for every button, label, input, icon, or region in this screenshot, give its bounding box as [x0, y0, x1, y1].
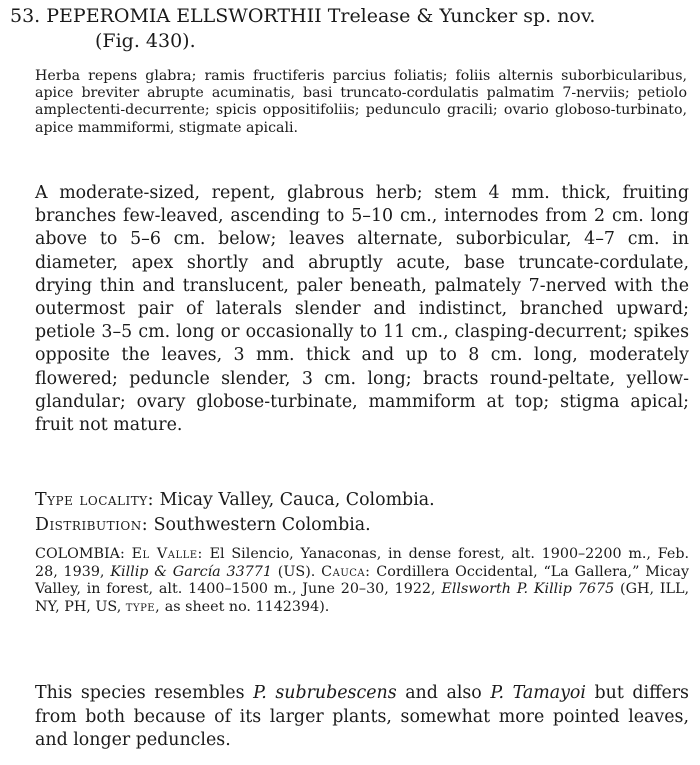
specimen-collector-2: Ellsworth P. Killip 7675: [441, 581, 615, 597]
locality-block: [35, 488, 689, 538]
species-name: ELLSWORTHII: [176, 5, 322, 27]
species-heading: [10, 4, 690, 54]
type-locality-value: Micay Valley, Cauca, Colombia.: [159, 490, 435, 510]
type-locality-line: [35, 488, 689, 513]
specimen-text-1: El Silencio, Yanaconas, in dense forest, alt. 1900–2200 m., Feb. 28, 1939,: [35, 546, 690, 580]
specimen-herbarium-2-end: as sheet no. 1142394).: [164, 598, 330, 615]
comparison-note: [35, 682, 689, 753]
distribution-value: Southwestern Colombia.: [153, 515, 371, 535]
compared-species-2: P. Tamayoi: [490, 683, 586, 703]
english-description: A moderate-sized, repent, glabrous herb; stem 4 mm. thick, fruiting branches few-leaved, ascending to 5–10 cm., internodes from 2 cm. long above to 5–6 cm. below; leaves alternate, suborbicular, 4–7 cm. in diameter, apex shortly and abruptly acute, base truncate-cordulate, drying thin and translucent, paler beneath, palmately 7-nerved with the outermost pair of laterals slender and indistinct, branched upward; petiole 3–5 cm. long or occasionally to 11 cm., clasping-decurrent; spikes opposite the leaves, 3 mm. thick and up to 8 cm. long, moderately flowered; peduncle slender, 3 cm. long; bracts round-peltate, yellow-glandular; ovary globose-turbinate, mammiform at top; stigma apical; fruit not mature.: [35, 183, 689, 436]
type-locality-label: Type locality:: [35, 490, 155, 510]
specimen-collector-1: Killip & García 33771: [110, 563, 272, 580]
distribution-line: [35, 513, 689, 538]
specimen-country: COLOMBIA:: [35, 546, 125, 562]
comparison-text-3: but differs from both because of its larger plants, somewhat more pointed leaves, and longer peduncles.: [35, 683, 689, 750]
specimen-department-1: El Valle:: [131, 546, 203, 562]
compared-species-1: P. subrubescens: [253, 683, 397, 703]
genus-name: PEPEROMIA: [46, 5, 171, 27]
specimen-herbarium-2: (GH, ILL, NY, PH, US,: [35, 581, 690, 615]
species-authors: Trelease & Yuncker sp. nov.: [327, 5, 596, 27]
specimen-text-2: Cordillera Occidental, “La Gallera,” Micay Valley, in forest, alt. 1400–1500 m., June 20–30, 1922,: [35, 563, 690, 597]
figure-reference: (Fig. 430).: [95, 30, 196, 52]
type-designation: type,: [125, 598, 161, 615]
species-number: 53.: [10, 5, 41, 27]
specimen-department-2: Cauca:: [321, 563, 371, 580]
specimens-cited: [35, 546, 689, 616]
latin-diagnosis: Herba repens glabra; ramis fructiferis parcius foliatis; foliis alternis suborbicularibus, apice breviter abrupte acuminatis, basi truncato-cordulatis palmatim 7-nerviis; petiolo amplectenti-decurrente; spicis oppositifoliis; pedunculo gracili; ovario globoso-turbinato, apice mammiformi, stigmate apicali.: [35, 68, 687, 136]
comparison-text-1: This species resembles: [35, 683, 245, 703]
specimen-herbarium-1: (US).: [277, 563, 316, 580]
distribution-label: Distribution:: [35, 515, 149, 535]
comparison-text-2: and also: [405, 683, 482, 703]
